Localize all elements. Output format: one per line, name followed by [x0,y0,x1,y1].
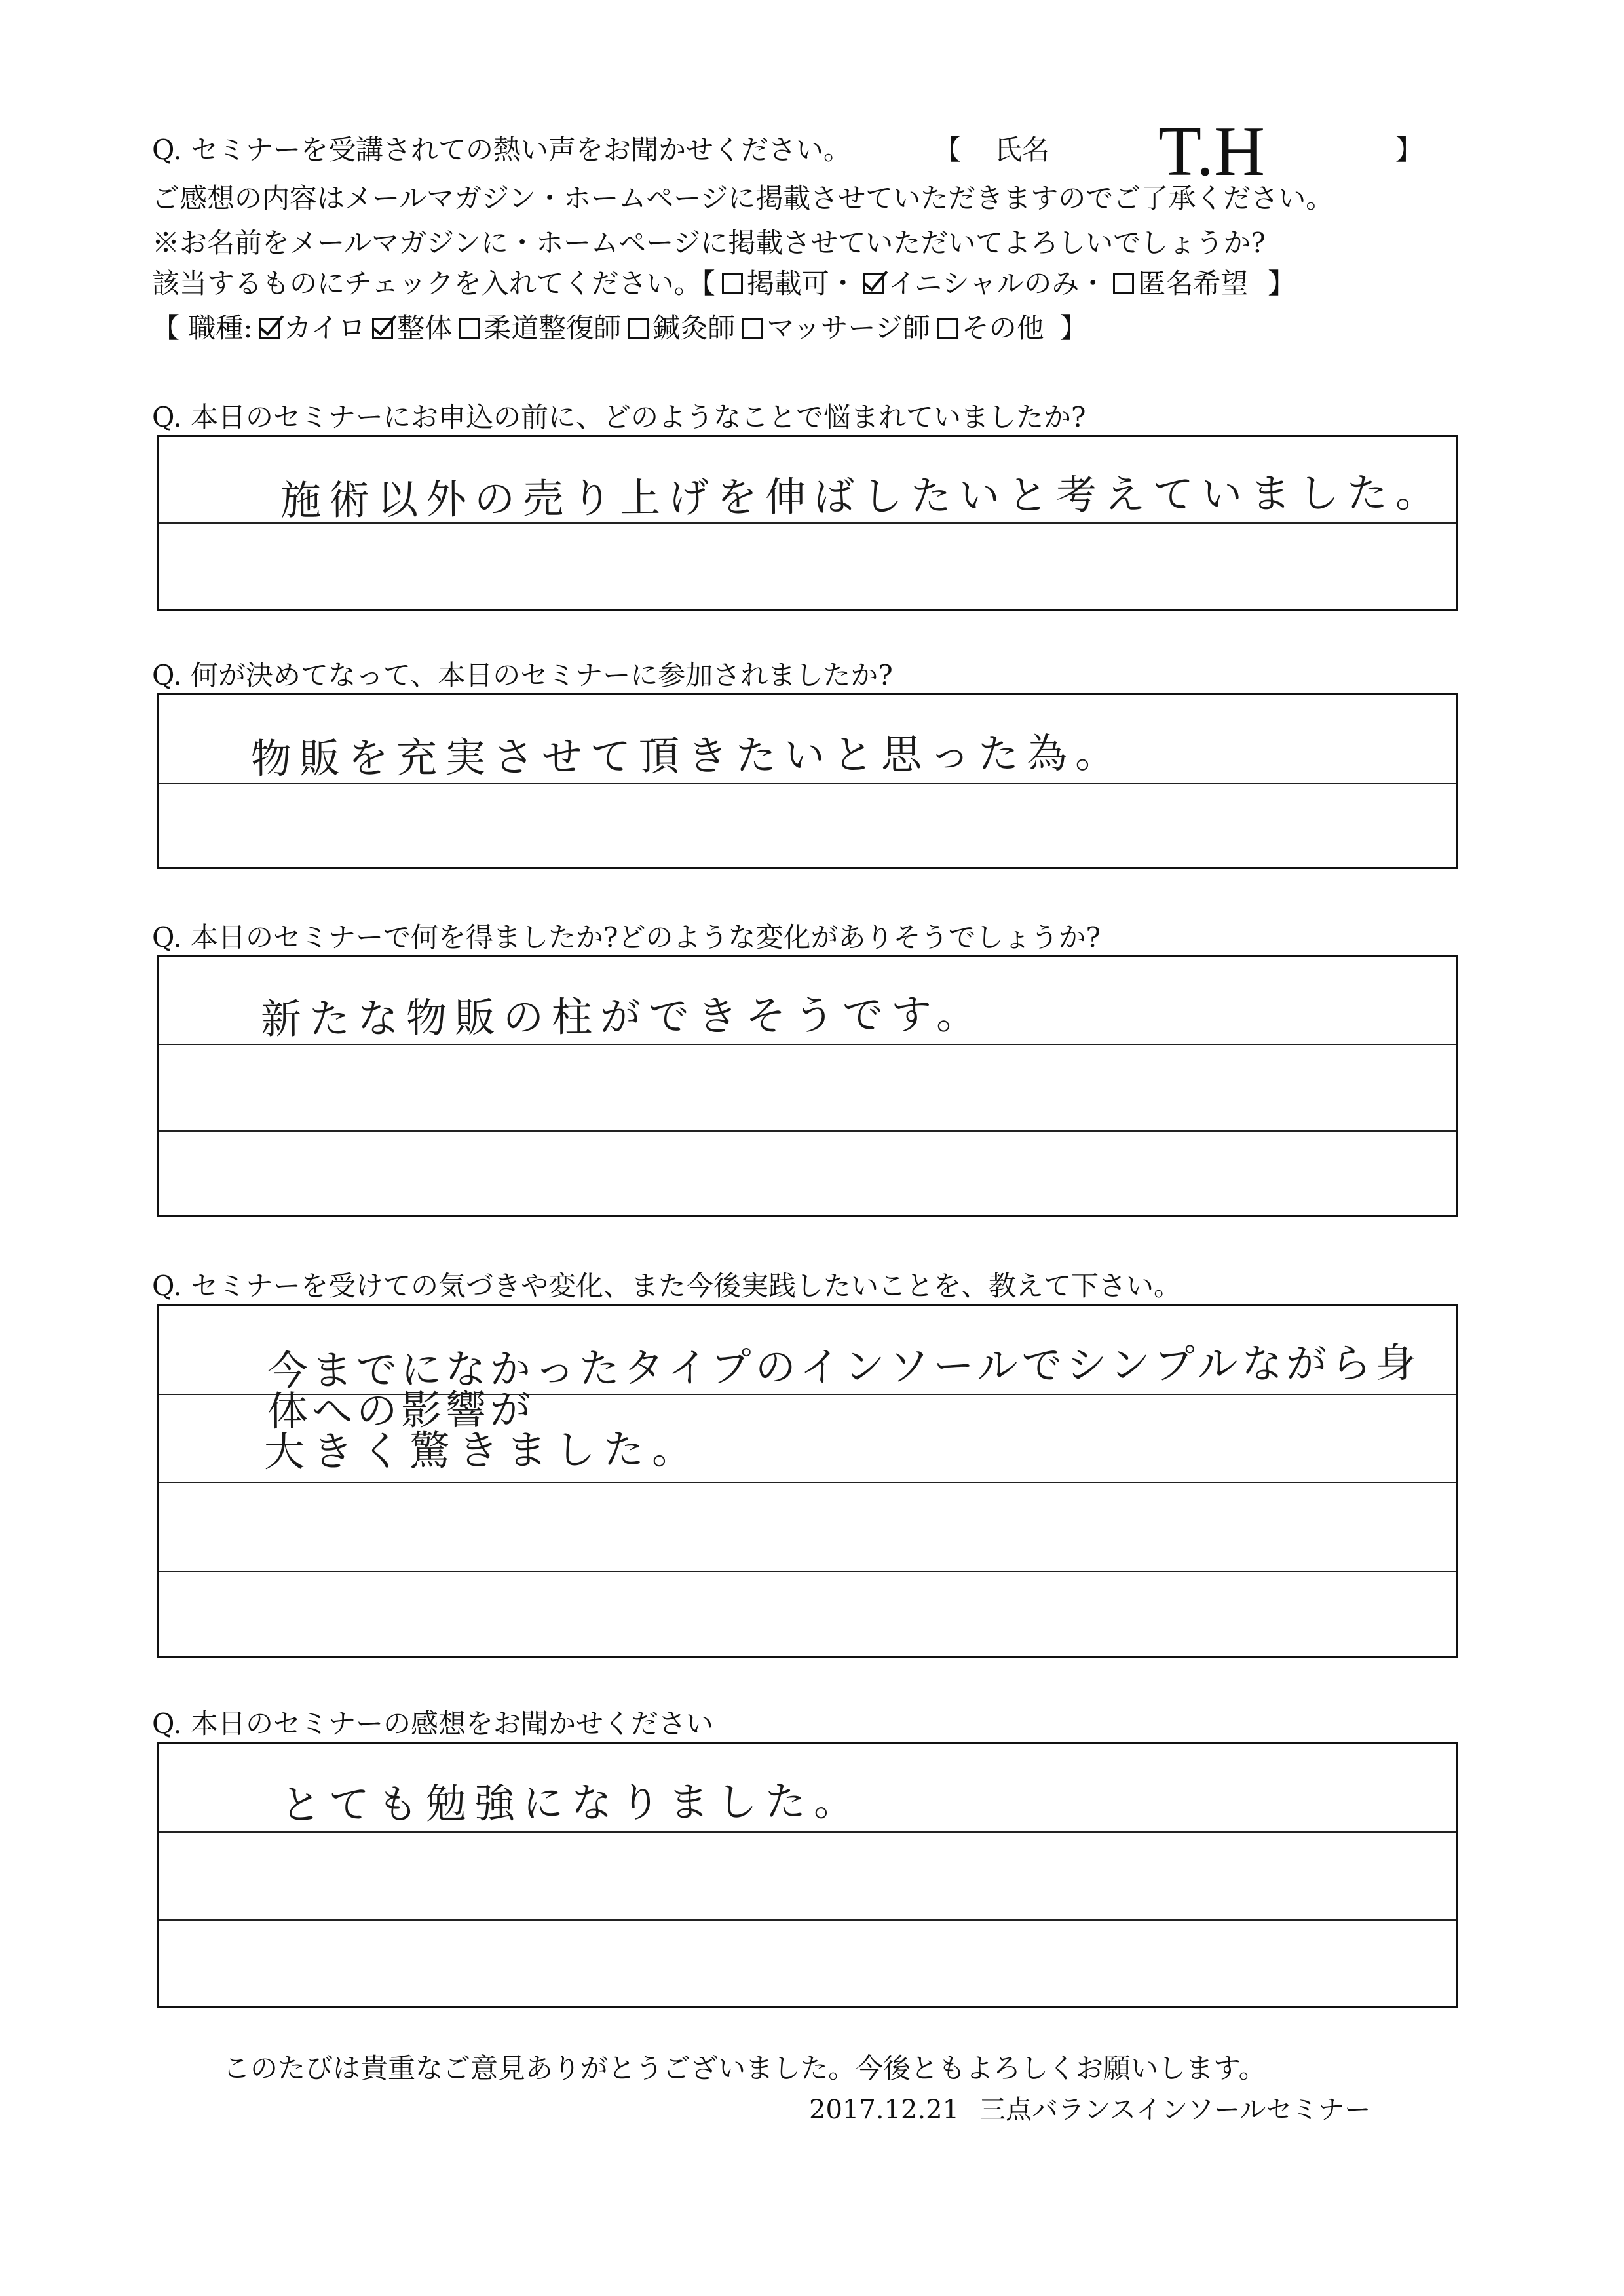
publish-suffix: 】 [1268,267,1296,299]
job-other-checkbox[interactable] [937,318,958,339]
job-chiro-label: カイロ [284,312,366,344]
answer-1-line-1: 施術以外の売り上げを伸ばしたいと考えていました。 [280,468,1445,525]
separator: ・ [1079,267,1107,299]
thanks-message: このたびは貴重なご意見ありがとうございました。今後ともよろしくお願いします。 [223,2052,1266,2084]
answer-box-4[interactable] [157,1304,1458,1658]
job-other-label: その他 [961,312,1044,344]
job-options-row [152,312,1087,344]
voice-question: Q. セミナーを受講されての熱い声をお聞かせください。 [152,134,852,166]
answer-box-1[interactable] [157,435,1458,611]
question-4: Q. セミナーを受けての気づきや変化、また今後実践したいことを、教えて下さい。 [152,1270,1182,1302]
publish-options-row [152,267,1296,299]
job-massage-checkbox[interactable] [742,318,763,339]
answer-3-line-1: 新たな物販の柱ができそうです。 [260,990,985,1043]
answer-box-2[interactable] [157,693,1458,869]
ruled-line [159,1482,1456,1483]
answer-5-line-1: とても勉強になりました。 [280,1776,863,1829]
publish-ok-label: 掲載可 [746,267,829,299]
question-2: Q. 何が決めてなって、本日のセミナーに参加されましたか? [152,659,893,691]
anonymous-label: 匿名希望 [1138,267,1249,299]
question-3: Q. 本日のセミナーで何を得ましたか?どのような変化がありそうでしょうか? [152,921,1101,953]
job-acupuncture-label: 鍼灸師 [652,312,736,344]
separator: ・ [829,267,857,299]
job-chiro-checkbox[interactable] [259,318,280,339]
job-acupuncture-checkbox[interactable] [628,318,649,339]
job-judo-checkbox[interactable] [459,318,480,339]
seminar-name: 三点バランスインソールセミナー [979,2095,1371,2125]
name-bracket-close: 】 [1395,134,1424,166]
name-label: 氏名 [994,134,1050,166]
job-suffix: 】 [1059,312,1087,344]
answer-4-line-2: 大きく驚きました。 [263,1425,701,1476]
initials-only-label: イニシャルのみ [888,267,1080,299]
ruled-line [159,1831,1456,1833]
question-1: Q. 本日のセミナーにお申込の前に、どのようなことで悩まれていましたか? [152,401,1086,433]
name-permission-question: ※お名前をメールマガジンに・ホームページに掲載させていただいてよろしいでしょうか? [152,227,1266,259]
job-massage-label: マッサージ師 [766,312,930,344]
publish-ok-checkbox[interactable] [722,273,743,294]
job-seitai-checkbox[interactable] [372,318,393,339]
seminar-date: 2017.12.21 [809,2095,960,2125]
answer-box-3[interactable] [157,955,1458,1217]
ruled-line [159,1571,1456,1572]
anonymous-checkbox[interactable] [1113,273,1134,294]
job-judo-label: 柔道整復師 [483,312,622,344]
answer-4-line-1: 今までになかったタイプのインソールでシンプルながら身体への影響が [267,1339,1420,1436]
job-seitai-label: 整体 [397,312,453,344]
job-prefix: 【 職種: [152,312,253,344]
answer-box-5[interactable] [157,1742,1458,2008]
name-value: T.H [1158,113,1265,191]
name-bracket-open: 【 [934,134,962,166]
ruled-line [159,783,1456,784]
publish-prefix: 該当するものにチェックを入れてください。【 [152,267,715,299]
ruled-line [159,1130,1456,1132]
ruled-line [159,1919,1456,1921]
publish-notice: ご感想の内容はメールマガジン・ホームページに掲載させていただきますのでご了承ください。 [152,182,1334,214]
question-5: Q. 本日のセミナーの感想をお聞かせください [152,1708,714,1740]
ruled-line [159,1044,1456,1045]
initials-only-checkbox[interactable] [863,273,884,294]
answer-2-line-1: 物販を充実させて頂きたいと思った為。 [250,729,1124,783]
